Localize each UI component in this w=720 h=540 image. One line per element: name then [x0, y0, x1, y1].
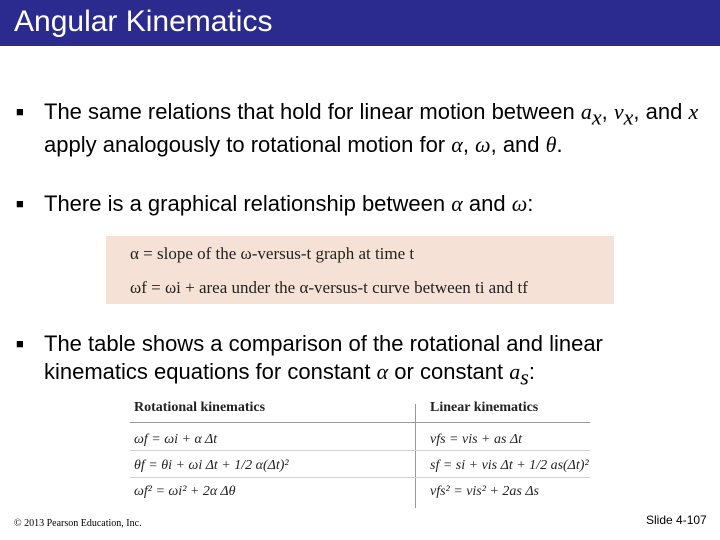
- table-header-linear: Linear kinematics: [430, 400, 539, 415]
- table-cell-linear-2: sf = si + vis Δt + 1/2 as(Δt)²: [430, 458, 589, 473]
- bullet-1-text: The same relations that hold for linear motion between $a_x$, $v_x$, and x apply analogously to rotational motion for α, ω, and θ.: [44, 99, 699, 158]
- slope-equation: α = slope of the ω-versus-t graph at time t: [130, 244, 415, 263]
- bullet-square-icon: ■: [16, 196, 24, 211]
- bullet-2-text: There is a graphical relationship between α and ω:: [44, 191, 534, 216]
- table-cell-linear-3: vfs² = vis² + 2as Δs: [430, 484, 540, 499]
- title-bar: [0, 0, 720, 46]
- copyright-footer: © 2013 Pearson Education, Inc.: [14, 518, 142, 529]
- bullet-3-text: The table shows a comparison of the rotational and linear kinematics equations for constant α or constant $a_s$:: [44, 331, 603, 390]
- table-cell-rotational-3: ωf² = ωi² + 2α Δθ: [134, 484, 236, 499]
- table-divider: [130, 422, 590, 423]
- bullet-2: [16, 190, 706, 218]
- table-header-rotational: Rotational kinematics: [134, 400, 266, 415]
- slide-number: Slide 4-107: [646, 513, 707, 527]
- table-cell-rotational-2: θf = θi + ωi Δt + 1/2 α(Δt)²: [134, 458, 289, 473]
- slide-title: Angular Kinematics: [14, 5, 273, 38]
- table-column-divider: [415, 404, 416, 508]
- graphical-relationship-box: [106, 236, 614, 304]
- table-row-divider: [130, 450, 590, 451]
- kinematics-table: [130, 400, 590, 510]
- bullet-3: [16, 330, 706, 391]
- table-row-divider: [130, 477, 590, 478]
- table-cell-rotational-1: ωf = ωi + α Δt: [134, 432, 218, 447]
- bullet-1: [16, 98, 706, 159]
- bullet-square-icon: ■: [16, 104, 24, 119]
- bullet-square-icon: ■: [16, 336, 24, 351]
- area-equation: ωf = ωi + area under the α-versus-t curve between ti and tf: [130, 278, 528, 297]
- table-cell-linear-1: vfs = vis + as Δt: [430, 432, 523, 447]
